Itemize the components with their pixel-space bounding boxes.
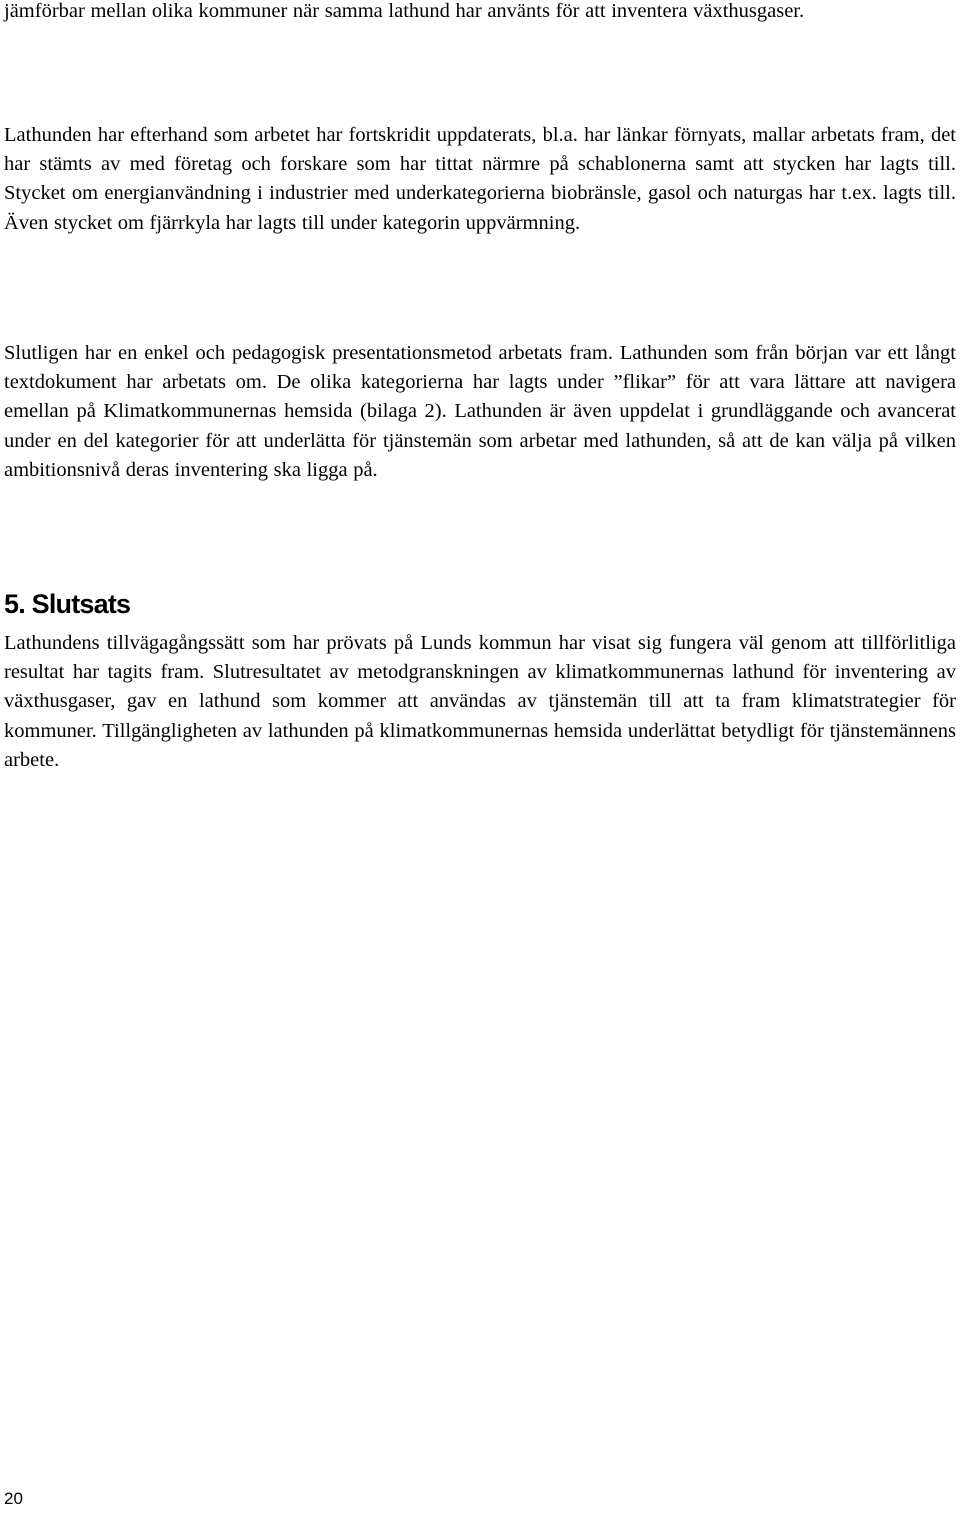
section-title: Slutsats: [31, 589, 131, 619]
page-number: 20: [4, 1489, 23, 1508]
paragraph-lathund-updates: Lathunden har efterhand som arbetet har fortskridit uppdaterats, bl.a. har länkar förnyats, mallar arbetats fram, det har stämts av med företag och forskare som har tittat närmre på schablonerna samt att stycken har lagts till. Stycket om energianvändning i industrier med underkategorierna biobränsle, gasol och naturgas har t.ex. lagts till. Även stycket om fjärrkyla har lagts till under kategorin uppvärmning.: [4, 124, 956, 234]
paragraph-conclusion: Lathundens tillvägagångssätt som har prövats på Lunds kommun har visat sig fungera väl genom att tillförlitliga resultat har tagits fram. Slutresultatet av metodgranskningen av klimatkommunernas lathund för inventering av växthusgaser, gav en lathund som kommer att användas av tjänstemän till att ta fram klimatstrategier för kommuner. Tillgängligheten av lathunden på klimatkommunernas hemsida underlättat betydligt för tjänstemännens arbete.: [4, 632, 956, 771]
paragraph-presentation-method: Slutligen har en enkel och pedagogisk presentationsmetod arbetats fram. Lathunden som från början var ett långt textdokument har arbetats om. De olika kategorierna har lagts under ”flikar” för att vara lättare att navigera emellan på Klimatkommunernas hemsida (bilaga 2). Lathunden är även uppdelat i grundläggande och avancerat under en del kategorier för att underlätta för tjänstemän som arbetar med lathunden, så att de kan välja på vilken ambitionsnivå deras inventering ska ligga på.: [4, 342, 956, 481]
section-number: 5.: [4, 589, 25, 619]
document-page: [4, 0, 956, 1513]
paragraph-inventory-comparability: jämförbar mellan olika kommuner när samma lathund har använts för att inventera växthusgaser.: [4, 0, 805, 22]
section-heading: [4, 584, 130, 624]
